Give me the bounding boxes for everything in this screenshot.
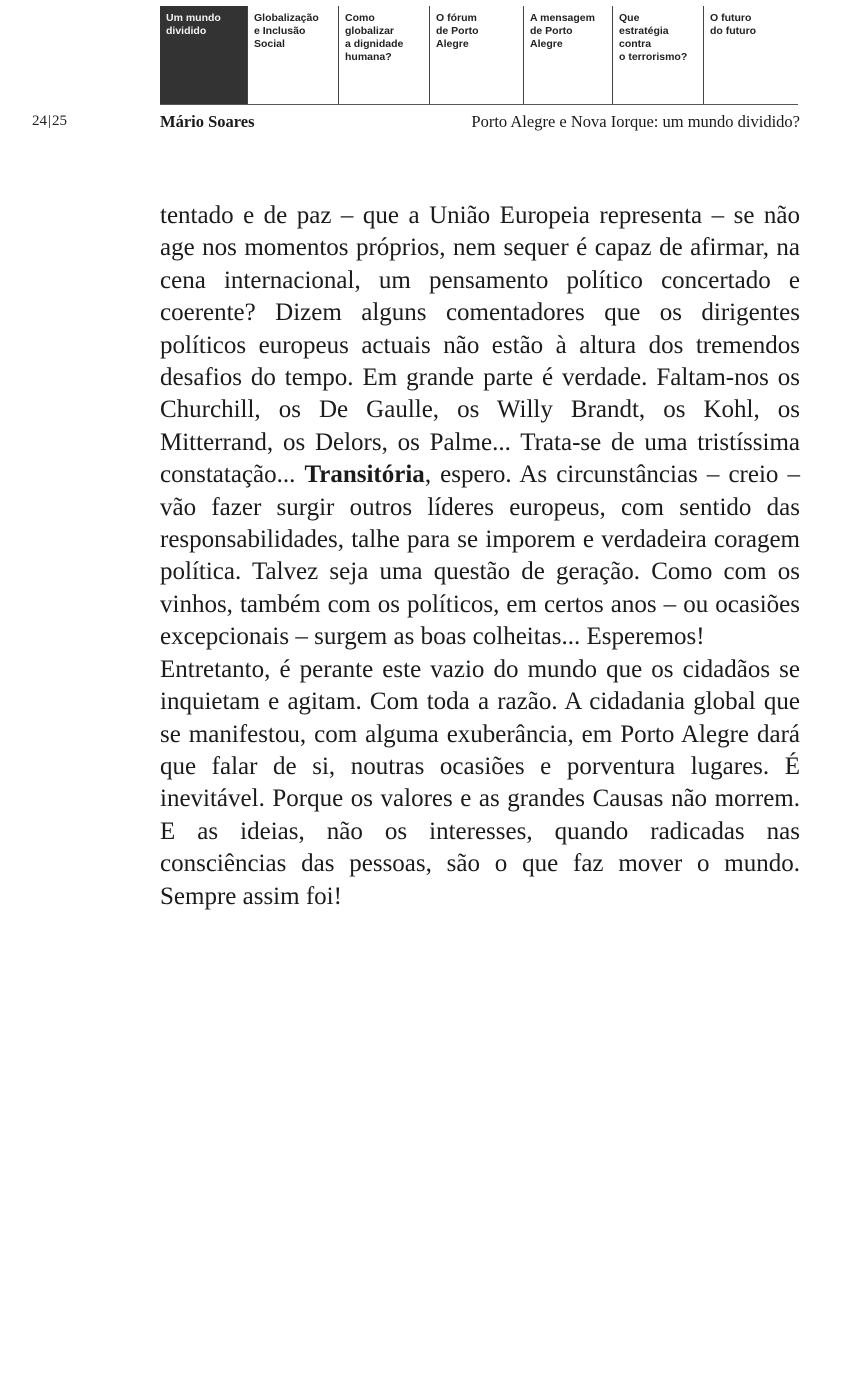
tab-um-mundo-dividido[interactable]: Um mundo dividido <box>160 6 248 104</box>
tab-globalizacao-inclusao-social[interactable]: Globalização e Inclusão Social <box>248 6 339 104</box>
author-name: Mário Soares <box>160 112 255 131</box>
tab-mensagem-porto-alegre[interactable]: A mensagem de Porto Alegre <box>524 6 613 104</box>
chapter-tab-bar <box>160 6 798 105</box>
page-number-left: 24 <box>32 113 47 129</box>
running-header <box>0 110 841 136</box>
tab-futuro-do-futuro[interactable]: O futuro do futuro <box>710 12 757 37</box>
tab-forum-porto-alegre[interactable]: O fórum de Porto Alegre <box>430 6 524 104</box>
body-text <box>160 200 800 913</box>
chapter-title: Porto Alegre e Nova Iorque: um mundo dividido? <box>471 112 800 131</box>
paragraph-2: Entretanto, é perante este vazio do mundo que os cidadãos se inquietam e agitam. Com toda a razão. A cidadania global que se manifestou, com alguma exuberância, em Porto Alegre dará que falar de si, noutras ocasiões e porventura lugares. É inevitável. Porque os valores e as grandes Causas não morrem. E as ideias, não os interesses, quando radicadas nas consciências das pessoas, são o que faz mover o mundo. Sempre assim foi! <box>160 655 800 910</box>
paragraph-1 <box>160 200 800 654</box>
page-number-right: 25 <box>52 113 68 129</box>
page-number-separator: | <box>48 113 52 129</box>
emphasis-transitoria: Transitória <box>304 461 425 489</box>
paragraph-1-text-b: , espero. As circunstâncias – creio – vão fazer surgir outros líderes europeus, com sentido das responsabilidades, talhe para se imporem e verdadeira coragem política. Talvez seja uma questão de geração. Como com os vinhos, também com os políticos, em certos anos – ou ocasiões excepcionais – surgem as boas colheitas... Esperemos! <box>160 461 800 651</box>
page-numbers <box>32 113 67 130</box>
paragraph-1-text-a: tentado e de paz – que a União Europeia representa – se não age nos momentos próprios, nem sequer é capaz de afirmar, na cena internacional, um pensamento político concertado e coerente? Dizem alguns comentadores que os dirigentes políticos europeus actuais não estão à altura dos tremendos desafios do tempo. Em grande parte é verdade. Faltam-nos os Churchill, os De Gaulle, os Willy Brandt, os Kohl, os Mitterrand, os Delors, os Palme... Trata-se de uma tristíssima constatação... <box>160 202 800 489</box>
tab-como-globalizar[interactable]: Como globalizar a dignidade humana? <box>339 6 430 104</box>
tab-estrategia-terrorismo[interactable]: Que estratégia contra o terrorismo? <box>613 6 704 104</box>
